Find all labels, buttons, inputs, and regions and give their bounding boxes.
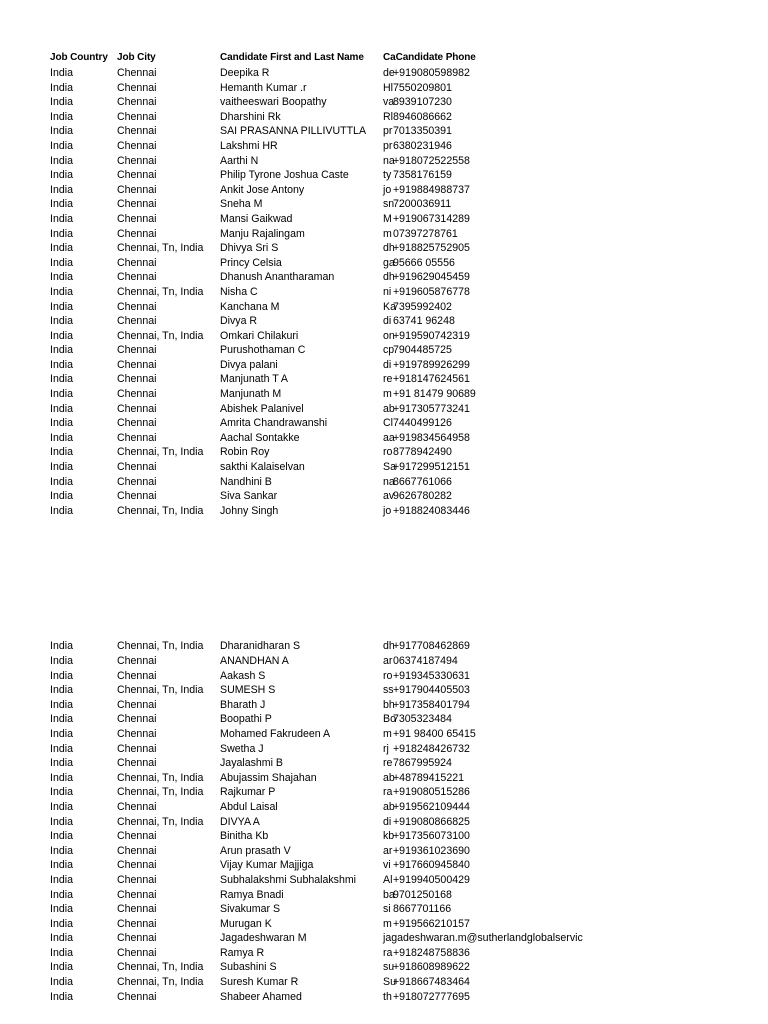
cell-job-country: India bbox=[50, 81, 73, 94]
cell-candidate-phone: 8667761066 bbox=[393, 475, 452, 488]
cell-candidate-email: jo bbox=[383, 504, 392, 517]
cell-candidate-email: vi bbox=[383, 859, 391, 872]
cell-job-city: Chennai bbox=[117, 154, 157, 167]
cell-job-city: Chennai bbox=[117, 417, 157, 430]
cell-candidate-name: Binitha Kb bbox=[220, 830, 269, 843]
cell-candidate-name: Suresh Kumar R bbox=[220, 976, 299, 989]
cell-job-city: Chennai bbox=[117, 888, 157, 901]
cell-candidate-email: dh bbox=[383, 640, 395, 653]
cell-job-city: Chennai, Tn, India bbox=[117, 504, 204, 517]
cell-candidate-name: Manjunath T A bbox=[220, 373, 288, 386]
cell-job-country: India bbox=[50, 461, 73, 474]
cell-candidate-phone: +918072522558 bbox=[393, 154, 470, 167]
cell-job-city: Chennai bbox=[117, 198, 157, 211]
cell-candidate-email: Bo bbox=[383, 713, 396, 726]
cell-candidate-name: Robin Roy bbox=[220, 446, 270, 459]
cell-candidate-email: su bbox=[383, 961, 395, 974]
cell-candidate-phone: +919067314289 bbox=[393, 212, 470, 225]
cell-candidate-phone: 9701250168 bbox=[393, 888, 452, 901]
cell-candidate-phone: +918072777695 bbox=[393, 990, 470, 1003]
cell-candidate-name: Siva Sankar bbox=[220, 490, 278, 503]
cell-job-country: India bbox=[50, 446, 73, 459]
cell-candidate-phone: 8939107230 bbox=[393, 96, 452, 109]
cell-candidate-name: ANANDHAN A bbox=[220, 655, 289, 667]
cell-job-city: Chennai bbox=[117, 490, 157, 503]
cell-candidate-name: Arun prasath V bbox=[220, 844, 291, 857]
cell-candidate-name: vaitheeswari Boopathy bbox=[220, 96, 327, 109]
cell-job-city: Chennai bbox=[117, 183, 157, 196]
cell-job-city: Chennai bbox=[117, 300, 157, 313]
cell-candidate-email: ga bbox=[383, 256, 395, 269]
cell-candidate-name: Manjunath M bbox=[220, 388, 282, 401]
cell-job-city: Chennai, Tn, India bbox=[117, 446, 204, 459]
cell-candidate-email: Cl bbox=[383, 417, 394, 430]
cell-job-city: Chennai bbox=[117, 990, 157, 1003]
cell-job-city: Chennai bbox=[117, 388, 157, 401]
cell-candidate-name: Johny Singh bbox=[220, 504, 279, 517]
cell-job-country: India bbox=[50, 888, 73, 901]
header-candidate-name: Candidate First and Last Name bbox=[220, 52, 364, 63]
cell-job-country: India bbox=[50, 684, 73, 697]
cell-candidate-phone: +917358401794 bbox=[393, 698, 470, 711]
cell-candidate-email: sn bbox=[383, 198, 395, 211]
cell-job-country: India bbox=[50, 990, 73, 1003]
cell-candidate-phone: +919789926299 bbox=[393, 358, 470, 371]
cell-candidate-phone: +919940500429 bbox=[393, 873, 470, 886]
cell-candidate-phone: +919629045459 bbox=[393, 271, 470, 284]
cell-candidate-name: Dhanush Anantharaman bbox=[220, 271, 335, 284]
cell-job-city: Chennai, Tn, India bbox=[117, 961, 204, 974]
cell-candidate-name: Abdul Laisal bbox=[220, 800, 278, 813]
cell-job-country: India bbox=[50, 358, 73, 371]
cell-candidate-name: Manju Rajalingam bbox=[220, 227, 305, 240]
cell-job-city: Chennai, Tn, India bbox=[117, 786, 204, 799]
cell-candidate-email: ra bbox=[383, 786, 393, 799]
cell-candidate-phone: 7550209801 bbox=[393, 81, 452, 94]
cell-job-city: Chennai bbox=[117, 461, 157, 474]
cell-candidate-name: sakthi Kalaiselvan bbox=[220, 461, 305, 474]
cell-candidate-name: Lakshmi HR bbox=[220, 139, 278, 152]
cell-candidate-phone: 8667701166 bbox=[393, 903, 452, 916]
cell-job-city: Chennai bbox=[117, 67, 157, 79]
cell-candidate-phone: +918608989622 bbox=[393, 961, 470, 974]
cell-job-city: Chennai bbox=[117, 125, 157, 138]
cell-job-city: Chennai, Tn, India bbox=[117, 771, 204, 784]
cell-job-country: India bbox=[50, 300, 73, 313]
cell-candidate-phone: 7395992402 bbox=[393, 300, 452, 313]
cell-job-country: India bbox=[50, 154, 73, 167]
cell-candidate-phone: +917660945840 bbox=[393, 859, 470, 872]
cell-candidate-name: Subhalakshmi Subhalakshmi bbox=[220, 873, 357, 886]
cell-candidate-email: ar bbox=[383, 844, 393, 857]
cell-candidate-phone: +919080866825 bbox=[393, 815, 470, 828]
cell-candidate-name: Jagadeshwaran M bbox=[220, 932, 307, 945]
cell-candidate-email: ro bbox=[383, 669, 393, 682]
cell-job-city: Chennai bbox=[117, 859, 157, 872]
cell-candidate-name: Dharshini Rk bbox=[220, 110, 281, 123]
cell-candidate-email: di bbox=[383, 815, 392, 828]
cell-candidate-phone: 9626780282 bbox=[393, 490, 452, 503]
cell-job-country: India bbox=[50, 742, 73, 755]
cell-job-city: Chennai bbox=[117, 256, 157, 269]
cell-candidate-phone: +917305773241 bbox=[393, 402, 470, 415]
cell-job-country: India bbox=[50, 713, 73, 726]
cell-candidate-name: Ramya Bnadi bbox=[220, 888, 284, 901]
cell-candidate-name: Nandhini B bbox=[220, 475, 272, 488]
cell-candidate-phone: 7358176159 bbox=[393, 169, 452, 182]
cell-job-country: India bbox=[50, 227, 73, 240]
cell-candidate-phone: +918825752905 bbox=[393, 242, 470, 255]
cell-candidate-phone: 7867995924 bbox=[393, 757, 452, 770]
cell-candidate-email: Rl bbox=[383, 110, 394, 123]
cell-candidate-email: na bbox=[383, 154, 395, 167]
cell-job-country: India bbox=[50, 757, 73, 770]
cell-candidate-phone: +919080515286 bbox=[393, 786, 470, 799]
cell-candidate-email: ba bbox=[383, 888, 395, 901]
cell-candidate-phone: +91 98400 65415 bbox=[393, 727, 476, 740]
cell-candidate-phone: 7305323484 bbox=[393, 713, 452, 726]
cell-candidate-email: pr bbox=[383, 139, 393, 152]
cell-candidate-email: Ka bbox=[383, 300, 396, 313]
cell-candidate-email: dh bbox=[383, 242, 395, 255]
cell-job-country: India bbox=[50, 242, 73, 255]
cell-candidate-name: Philip Tyrone Joshua Caste bbox=[220, 169, 349, 182]
cell-job-country: India bbox=[50, 800, 73, 813]
cell-candidate-name: Purushothaman C bbox=[220, 344, 306, 357]
cell-job-city: Chennai bbox=[117, 903, 157, 916]
cell-job-city: Chennai bbox=[117, 271, 157, 284]
cell-candidate-phone: +918667483464 bbox=[393, 976, 470, 989]
cell-job-city: Chennai bbox=[117, 830, 157, 843]
cell-job-city: Chennai, Tn, India bbox=[117, 976, 204, 989]
cell-job-city: Chennai bbox=[117, 917, 157, 930]
cell-job-city: Chennai bbox=[117, 669, 157, 682]
cell-candidate-name: Aakash S bbox=[220, 669, 266, 682]
cell-candidate-email: ro bbox=[383, 446, 393, 459]
cell-job-country: India bbox=[50, 917, 73, 930]
header-job-country: Job Country bbox=[50, 52, 108, 63]
cell-candidate-name: Swetha J bbox=[220, 742, 264, 755]
cell-candidate-phone: 06374187494 bbox=[393, 655, 458, 667]
header-candidate-phone: CaCandidate Phone bbox=[383, 52, 476, 63]
cell-candidate-name: SAI PRASANNA PILLIVUTTLA bbox=[220, 125, 367, 138]
cell-job-city: Chennai bbox=[117, 169, 157, 182]
cell-candidate-name: Boopathi P bbox=[220, 713, 272, 726]
cell-job-city: Chennai bbox=[117, 96, 157, 109]
cell-job-country: India bbox=[50, 815, 73, 828]
cell-candidate-name: Dharanidharan S bbox=[220, 640, 301, 653]
cell-job-city: Chennai bbox=[117, 212, 157, 225]
cell-job-country: India bbox=[50, 961, 73, 974]
cell-candidate-name: Abujassim Shajahan bbox=[220, 771, 317, 784]
cell-candidate-phone: 8778942490 bbox=[393, 446, 452, 459]
cell-candidate-email: va bbox=[383, 96, 395, 109]
cell-job-country: India bbox=[50, 417, 73, 430]
cell-candidate-email: aa bbox=[383, 431, 395, 444]
cell-job-city: Chennai bbox=[117, 358, 157, 371]
cell-job-country: India bbox=[50, 475, 73, 488]
cell-job-city: Chennai, Tn, India bbox=[117, 242, 204, 255]
cell-job-country: India bbox=[50, 402, 73, 415]
cell-candidate-email: re bbox=[383, 373, 393, 386]
cell-job-country: India bbox=[50, 388, 73, 401]
cell-job-city: Chennai bbox=[117, 402, 157, 415]
cell-job-city: Chennai, Tn, India bbox=[117, 285, 204, 298]
cell-candidate-email: kb bbox=[383, 830, 395, 843]
cell-job-city: Chennai bbox=[117, 757, 157, 770]
cell-job-country: India bbox=[50, 844, 73, 857]
cell-candidate-name: DIVYA A bbox=[220, 815, 260, 828]
cell-candidate-email: Sa bbox=[383, 461, 396, 474]
cell-candidate-phone: 6380231946 bbox=[393, 139, 452, 152]
cell-candidate-email: Al bbox=[383, 873, 393, 886]
cell-candidate-email: di bbox=[383, 358, 392, 371]
cell-candidate-phone: +917708462869 bbox=[393, 640, 470, 653]
header-job-city: Job City bbox=[117, 52, 156, 63]
cell-job-country: India bbox=[50, 946, 73, 959]
cell-candidate-phone: +919834564958 bbox=[393, 431, 470, 444]
cell-candidate-email: ss bbox=[383, 684, 394, 697]
cell-candidate-phone: +919590742319 bbox=[393, 329, 470, 342]
cell-candidate-email: ty bbox=[383, 169, 392, 182]
cell-job-country: India bbox=[50, 125, 73, 138]
cell-job-country: India bbox=[50, 373, 73, 386]
cell-job-city: Chennai bbox=[117, 844, 157, 857]
cell-candidate-email: ab bbox=[383, 800, 395, 813]
cell-candidate-phone: +918147624561 bbox=[393, 373, 470, 386]
cell-job-city: Chennai bbox=[117, 227, 157, 240]
cell-candidate-phone: +917356073100 bbox=[393, 830, 470, 843]
cell-job-country: India bbox=[50, 976, 73, 989]
cell-job-country: India bbox=[50, 183, 73, 196]
cell-job-country: India bbox=[50, 169, 73, 182]
cell-candidate-email: Su bbox=[383, 976, 396, 989]
cell-candidate-phone: +918248758836 bbox=[393, 946, 470, 959]
cell-candidate-name: Rajkumar P bbox=[220, 786, 276, 799]
cell-job-country: India bbox=[50, 67, 73, 79]
cell-candidate-email: m bbox=[383, 388, 392, 401]
cell-candidate-phone: 7440499126 bbox=[393, 417, 452, 430]
cell-candidate-phone: 7013350391 bbox=[393, 125, 452, 138]
cell-job-country: India bbox=[50, 830, 73, 843]
cell-job-country: India bbox=[50, 198, 73, 211]
cell-candidate-email: dh bbox=[383, 271, 395, 284]
cell-candidate-phone: +919345330631 bbox=[393, 669, 470, 682]
cell-job-city: Chennai bbox=[117, 946, 157, 959]
cell-job-city: Chennai bbox=[117, 742, 157, 755]
cell-candidate-name: Princy Celsia bbox=[220, 256, 282, 269]
cell-candidate-email: m bbox=[383, 917, 392, 930]
cell-job-city: Chennai, Tn, India bbox=[117, 684, 204, 697]
cell-candidate-name: Mansi Gaikwad bbox=[220, 212, 293, 225]
cell-candidate-email: Hl bbox=[383, 81, 394, 94]
cell-candidate-phone: 8946086662 bbox=[393, 110, 452, 123]
cell-candidate-name: Mohamed Fakrudeen A bbox=[220, 727, 331, 740]
cell-candidate-phone: +917299512151 bbox=[393, 461, 470, 474]
cell-candidate-email: th bbox=[383, 990, 392, 1003]
cell-candidate-phone: 7904485725 bbox=[393, 344, 452, 357]
cell-candidate-phone: 07397278761 bbox=[393, 227, 458, 240]
cell-job-city: Chennai bbox=[117, 110, 157, 123]
cell-candidate-name: Murugan K bbox=[220, 917, 272, 930]
cell-job-country: India bbox=[50, 110, 73, 123]
cell-job-city: Chennai bbox=[117, 344, 157, 357]
cell-job-country: India bbox=[50, 256, 73, 269]
cell-candidate-phone: 95666 05556 bbox=[393, 256, 455, 269]
cell-candidate-name: Amrita Chandrawanshi bbox=[220, 417, 328, 430]
cell-candidate-name: Ramya R bbox=[220, 946, 265, 959]
cell-candidate-email: m bbox=[383, 227, 392, 240]
cell-candidate-name: Deepika R bbox=[220, 67, 270, 79]
cell-candidate-email: m bbox=[383, 727, 392, 740]
cell-candidate-phone: jagadeshwaran.m@sutherlandglobalservic bbox=[383, 932, 583, 945]
cell-candidate-name: Aarthi N bbox=[220, 154, 259, 167]
cell-job-country: India bbox=[50, 96, 73, 109]
cell-job-city: Chennai bbox=[117, 698, 157, 711]
cell-candidate-email: na bbox=[383, 475, 395, 488]
cell-candidate-phone: +919884988737 bbox=[393, 183, 470, 196]
cell-candidate-email: ab bbox=[383, 402, 395, 415]
cell-job-country: India bbox=[50, 727, 73, 740]
cell-candidate-phone: +918248426732 bbox=[393, 742, 470, 755]
cell-job-country: India bbox=[50, 344, 73, 357]
cell-job-city: Chennai bbox=[117, 800, 157, 813]
cell-job-country: India bbox=[50, 655, 73, 667]
cell-candidate-email: si bbox=[383, 903, 391, 916]
cell-candidate-name: Divya palani bbox=[220, 358, 278, 371]
cell-candidate-phone: +918824083446 bbox=[393, 504, 470, 517]
cell-job-country: India bbox=[50, 771, 73, 784]
cell-candidate-name: Sneha M bbox=[220, 198, 263, 211]
cell-candidate-email: jo bbox=[383, 183, 392, 196]
cell-candidate-name: Nisha C bbox=[220, 285, 258, 298]
cell-job-city: Chennai bbox=[117, 431, 157, 444]
cell-job-country: India bbox=[50, 640, 73, 653]
cell-candidate-phone: +919566210157 bbox=[393, 917, 470, 930]
cell-candidate-email: ni bbox=[383, 285, 392, 298]
cell-candidate-name: Aachal Sontakke bbox=[220, 431, 300, 444]
cell-candidate-email: re bbox=[383, 757, 393, 770]
cell-candidate-email: bh bbox=[383, 698, 395, 711]
cell-candidate-name: Hemanth Kumar .r bbox=[220, 81, 307, 94]
cell-job-country: India bbox=[50, 698, 73, 711]
cell-candidate-name: Sivakumar S bbox=[220, 903, 281, 916]
cell-candidate-name: SUMESH S bbox=[220, 684, 276, 697]
cell-job-city: Chennai bbox=[117, 475, 157, 488]
cell-candidate-phone: +917904405503 bbox=[393, 684, 470, 697]
cell-job-city: Chennai bbox=[117, 139, 157, 152]
cell-candidate-phone: +919562109444 bbox=[393, 800, 470, 813]
cell-job-city: Chennai bbox=[117, 727, 157, 740]
cell-candidate-email: av bbox=[383, 490, 395, 503]
cell-candidate-email: cp bbox=[383, 344, 395, 357]
cell-job-country: India bbox=[50, 859, 73, 872]
cell-candidate-email: ab bbox=[383, 771, 395, 784]
cell-candidate-name: Shabeer Ahamed bbox=[220, 990, 302, 1003]
cell-candidate-phone: 7200036911 bbox=[393, 198, 452, 211]
cell-candidate-email: ar bbox=[383, 655, 393, 667]
cell-job-country: India bbox=[50, 271, 73, 284]
cell-job-country: India bbox=[50, 873, 73, 886]
cell-job-country: India bbox=[50, 932, 73, 945]
cell-candidate-phone: +919080598982 bbox=[393, 67, 470, 79]
cell-candidate-phone: +91 81479 90689 bbox=[393, 388, 476, 401]
cell-job-city: Chennai bbox=[117, 932, 157, 945]
cell-job-city: Chennai bbox=[117, 655, 157, 667]
cell-candidate-email: rj bbox=[383, 742, 389, 755]
cell-candidate-phone: +919605876778 bbox=[393, 285, 470, 298]
cell-candidate-email: ra bbox=[383, 946, 393, 959]
cell-job-city: Chennai bbox=[117, 81, 157, 94]
cell-job-city: Chennai, Tn, India bbox=[117, 815, 204, 828]
cell-candidate-phone: 63741 96248 bbox=[393, 315, 455, 328]
cell-job-city: Chennai bbox=[117, 315, 157, 328]
cell-candidate-name: Dhivya Sri S bbox=[220, 242, 279, 255]
cell-candidate-phone: +48789415221 bbox=[393, 771, 464, 784]
cell-job-city: Chennai bbox=[117, 373, 157, 386]
cell-candidate-name: Omkari Chilakuri bbox=[220, 329, 299, 342]
cell-candidate-name: Divya R bbox=[220, 315, 258, 328]
cell-candidate-name: Ankit Jose Antony bbox=[220, 183, 305, 196]
cell-job-city: Chennai, Tn, India bbox=[117, 329, 204, 342]
cell-candidate-email: pr bbox=[383, 125, 393, 138]
cell-job-country: India bbox=[50, 903, 73, 916]
cell-candidate-phone: +919361023690 bbox=[393, 844, 470, 857]
cell-candidate-name: Kanchana M bbox=[220, 300, 280, 313]
cell-candidate-email: de bbox=[383, 67, 395, 79]
cell-job-city: Chennai bbox=[117, 873, 157, 886]
cell-job-country: India bbox=[50, 329, 73, 342]
cell-candidate-name: Vijay Kumar Majjiga bbox=[220, 859, 314, 872]
cell-candidate-name: Jayalashmi B bbox=[220, 757, 283, 770]
cell-job-country: India bbox=[50, 490, 73, 503]
cell-job-country: India bbox=[50, 786, 73, 799]
cell-job-city: Chennai, Tn, India bbox=[117, 640, 204, 653]
cell-candidate-email: on bbox=[383, 329, 395, 342]
cell-job-country: India bbox=[50, 504, 73, 517]
cell-job-country: India bbox=[50, 139, 73, 152]
cell-candidate-name: Abishek Palanivel bbox=[220, 402, 304, 415]
cell-job-country: India bbox=[50, 285, 73, 298]
cell-job-country: India bbox=[50, 431, 73, 444]
cell-job-city: Chennai bbox=[117, 713, 157, 726]
cell-candidate-email: di bbox=[383, 315, 392, 328]
cell-candidate-email: M bbox=[383, 212, 392, 225]
cell-job-country: India bbox=[50, 669, 73, 682]
cell-job-country: India bbox=[50, 212, 73, 225]
cell-candidate-name: Subashini S bbox=[220, 961, 277, 974]
cell-job-country: India bbox=[50, 315, 73, 328]
cell-candidate-name: Bharath J bbox=[220, 698, 266, 711]
